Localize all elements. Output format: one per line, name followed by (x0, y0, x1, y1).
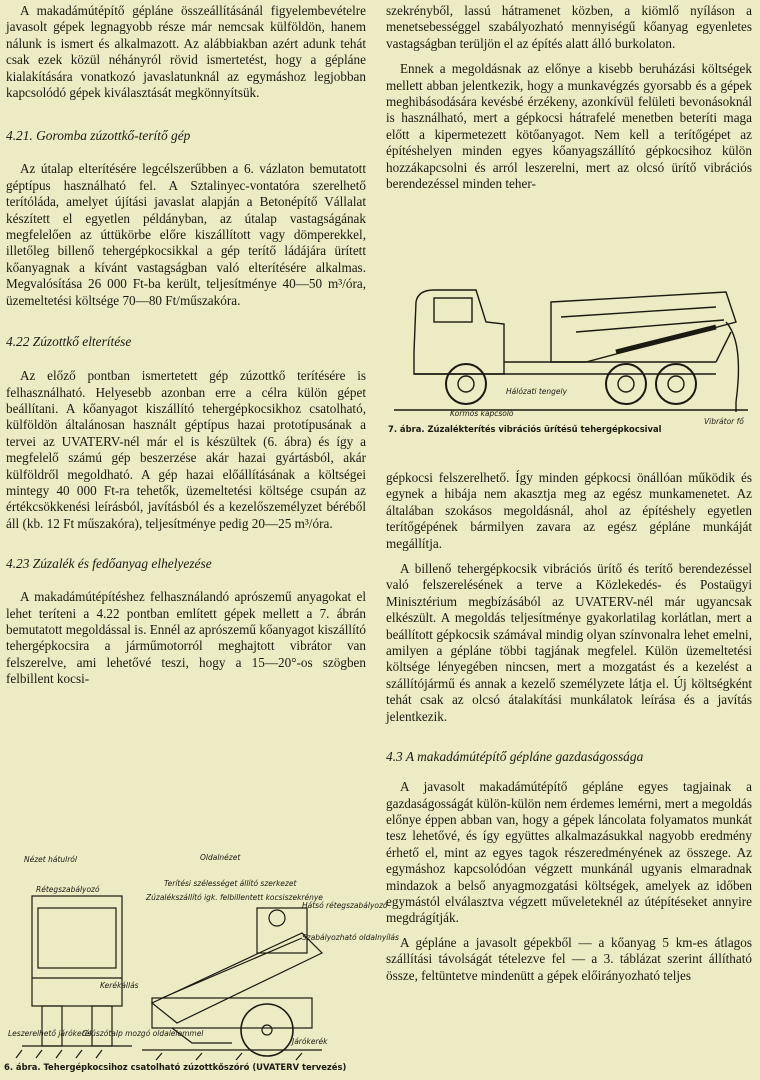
figure-7 (386, 262, 756, 430)
section-4-23-heading: 4.23 Zúzalék és fedőanyag elhelyezése (6, 556, 212, 572)
fig6-label-szabalyozhato: Szabályozható oldalnyílás (302, 933, 399, 942)
fig6-label-oldalnezet: Oldalnézet (200, 853, 241, 862)
fig6-label-nezet-hatulrol: Nézet hátulról (24, 855, 77, 864)
fig6-label-csuszotalp: Csúszótalp mozgó oldalelemmel (82, 1029, 204, 1038)
figure-7-caption: 7. ábra. Zúzalékterítés vibrációs ürítésű tehergépkocsival (388, 424, 662, 434)
fig7-label-halozati-tengely: Hálózati tengely (506, 387, 568, 396)
fig6-label-jarokerek: Járókerék (292, 1037, 328, 1046)
right-column-top (386, 0, 752, 192)
right-paragraph-3: gépkocsi felszerelhető. Így minden gépkocsi önállóan működik és egynek a hibája nem akasztja meg az egész munkamenetet. Az általában szokásos megoldásnál, ahol az építéshely egyetlen terítőgépének bármilyen zavara az egész gépláne munkáját megállítja. (386, 470, 752, 551)
intro-paragraph: A makadámútépítő gépláne összeállításánál figyelembevételre javasolt gépek legnagyobb része már nemcsak külföldön, hanem nálunk is ismert és alkalmazott. Az alábbiakban azért adunk tehát csak ezek közül néhányról rövid ismertetést, hogy a gépláne kialakítására vonatkozó javaslatunknál az egymáshoz legjobban kapcsolódó gépek kiválasztását megkönnyítsük. (6, 3, 366, 101)
right-column-bottom (386, 470, 752, 984)
right-paragraph-5: A javasolt makadámútépítő gépláne egyes tagjainak a gazdaságosságát külön-külön nem érdemes lemérni, mert a megoldás előnye éppen abban van, hogy a gépek láncolata folyamatos munkát tesz lehetővé, és így együttes alkalmazásukkal nagyobb eredmény érhető el, mint az egyes tagok részeredményének az összege. Az egymáshoz kapcsolódóan végzett munkánál ugyanis elmaradnak mindazok a belső anyagmozgatási költségek, amelyek az időben egymástól elválasztva végzett műveleteknél az útépítéseket annyire megdrágítják. (386, 779, 752, 926)
fig6-label-retegszabalyozo: Rétegszabályozó (36, 885, 100, 894)
fig6-label-leszerelheto: Leszerelhető járókerék (8, 1029, 94, 1038)
figure-6-drawing (2, 848, 399, 1070)
section-4-22-body: Az előző pontban ismertetett gép zúzottkő terítésére is felhasználható. Helyesebb azonban erre a célra külön gépet beállítani. A kőanyagot kiszállító tehergépkocsikhoz csatolható, külföldön általánosan használt géptípus hazai prototípusának a tervei az UVATERV-nél már el is készültek (6. ábra) és így a megfelelő számú gép beszerzése akár hazai gyártásból, akár külföldről megoldható. A gép hazai előállításának a költségei mintegy 40 000 Ft-ra tehetők, üzemeltetési költsége csupán az értékcsökkenési leírásból, javításból és a kezelőszemélyzet béréből áll (kb. 12 Ft műszakóra), teljesítménye pedig 20—25 m³/óra. (6, 368, 366, 531)
fig6-label-zuzalek-lada: Zúzalékszállító igk. felbillentett kocsiszekrénye (146, 893, 323, 902)
figure-7-drawing (386, 262, 756, 430)
figure-6 (2, 848, 399, 1070)
fig6-label-terites-szelesseg: Terítési szélességet állító szerkezet (164, 879, 297, 888)
section-4-23-body: A makadámútépítéshez felhasználandó aprószemű anyagokat el lehet teríteni a 4.22 pontban említett gépek mellett a 7. ábrán bemutatott megoldással is. Ennél az aprószemű kőanyagot kiszállító tehergépkocsira a járműmotorról meghajtott vibrátor van felszerelve, ami lehetővé teszi, hogy a 15—20°-os szögben felbillent kocsi- (6, 589, 366, 687)
figure-6-caption: 6. ábra. Tehergépkocsihoz csatolható zúzottkőszóró (UVATERV tervezés) (4, 1062, 347, 1072)
fig6-label-kerekallas: Kerékállás (100, 981, 139, 990)
section-4-3-heading: 4.3 A makadámútépítő gépláne gazdaságossága (386, 749, 644, 765)
section-4-22-heading: 4.22 Zúzottkő elterítése (6, 334, 132, 350)
right-top-paragraph: szekrényből, lassú hátramenet közben, a kiömlő nyíláson a menetsebességgel szabályozható mennyiségű kőanyag egyenletes vastagságban terüljön el az építés alatt álló burkolaton. (386, 3, 752, 51)
section-4-21-heading: 4.21. Goromba zúzottkő-terítő gép (6, 128, 191, 144)
left-column (6, 0, 366, 688)
right-paragraph-2: Ennek a megoldásnak az előnye a kisebb beruházási költségek mellett abban jelentkezik, hogy a munkavégzés gyorsabb és a gépek meghibásodására kevésbé érzékeny, azonkívül felületi bevonásoknál is használható, mert a gépkocsi hátrafelé menetben beteríti maga előtt a kipermetezett kötőanyagot. Nem kell a terítőgépet az építéshelyen minden egyes kőanyagszállító gépkocsihoz külön hozzákapcsolni és arról leszerelni, mert az olcsó ürítő vibrációs berendezéssel minden teher- (386, 61, 752, 192)
fig7-label-kormos-kapcsolo: Kormós kapcsoló (450, 409, 514, 418)
right-paragraph-4: A billenő tehergépkocsik vibrációs ürítő és terítő berendezéssel való felszerelésének a terve a Közlekedés- és Postaügyi Minisztérium megbízásából az UVATERV-nél már ugyancsak elkészült. A megoldás teljesítménye gyakorlatilag korlátlan, mert a beállított gépkocsik számával mindig olyan színvonalra lehet emelni, amilyen a gépláne többi tagjának megfelel. Külön üzemeltetési költsége lényegében nincsen, mert a mozgatást és a kezelést a szállítójármű és annak a kezelő személyzete látja el. Új költségként tehát csak az olcsó átalakítási munkálatok leírása és a javítás jelentkezik. (386, 561, 752, 724)
section-4-21-body: Az útalap elterítésére legcélszerűbben a 6. vázlaton bemutatott géptípus használható fel. A Sztalinyec-vontatóra szerelhető terítóláda, amelyet újítási javaslat alapján a Betonépítő Vállalat készített el egyetlen példányban, az útalap vastagságának megfelelően az úttükörbe előre kiszállított vagy dömperekkel, illetőleg billenő tehergépkocsikkal a gép terítő ládájára ürített kőanyagnak a kívánt vastagságban való elterítésére alkalmas. Megvalósítása 26 000 Ft-ba került, teljesítménye 40—50 m³/óra, üzemeltetési költsége 70—80 Ft/műszakóra. (6, 161, 366, 308)
fig6-label-hatso-reteg: Hátsó rétegszabályozó (302, 901, 388, 910)
right-paragraph-6: A gépláne a javasolt gépekből — a kőanyag 5 km-es átlagos szállítási távolságát tételezve fel — a 3. táblázat szerint állítható össze, feltüntetve mindenütt a gépek előirányozható teljes (386, 934, 752, 983)
fig7-label-vibrator-fo: Vibrátor fő (704, 417, 744, 426)
